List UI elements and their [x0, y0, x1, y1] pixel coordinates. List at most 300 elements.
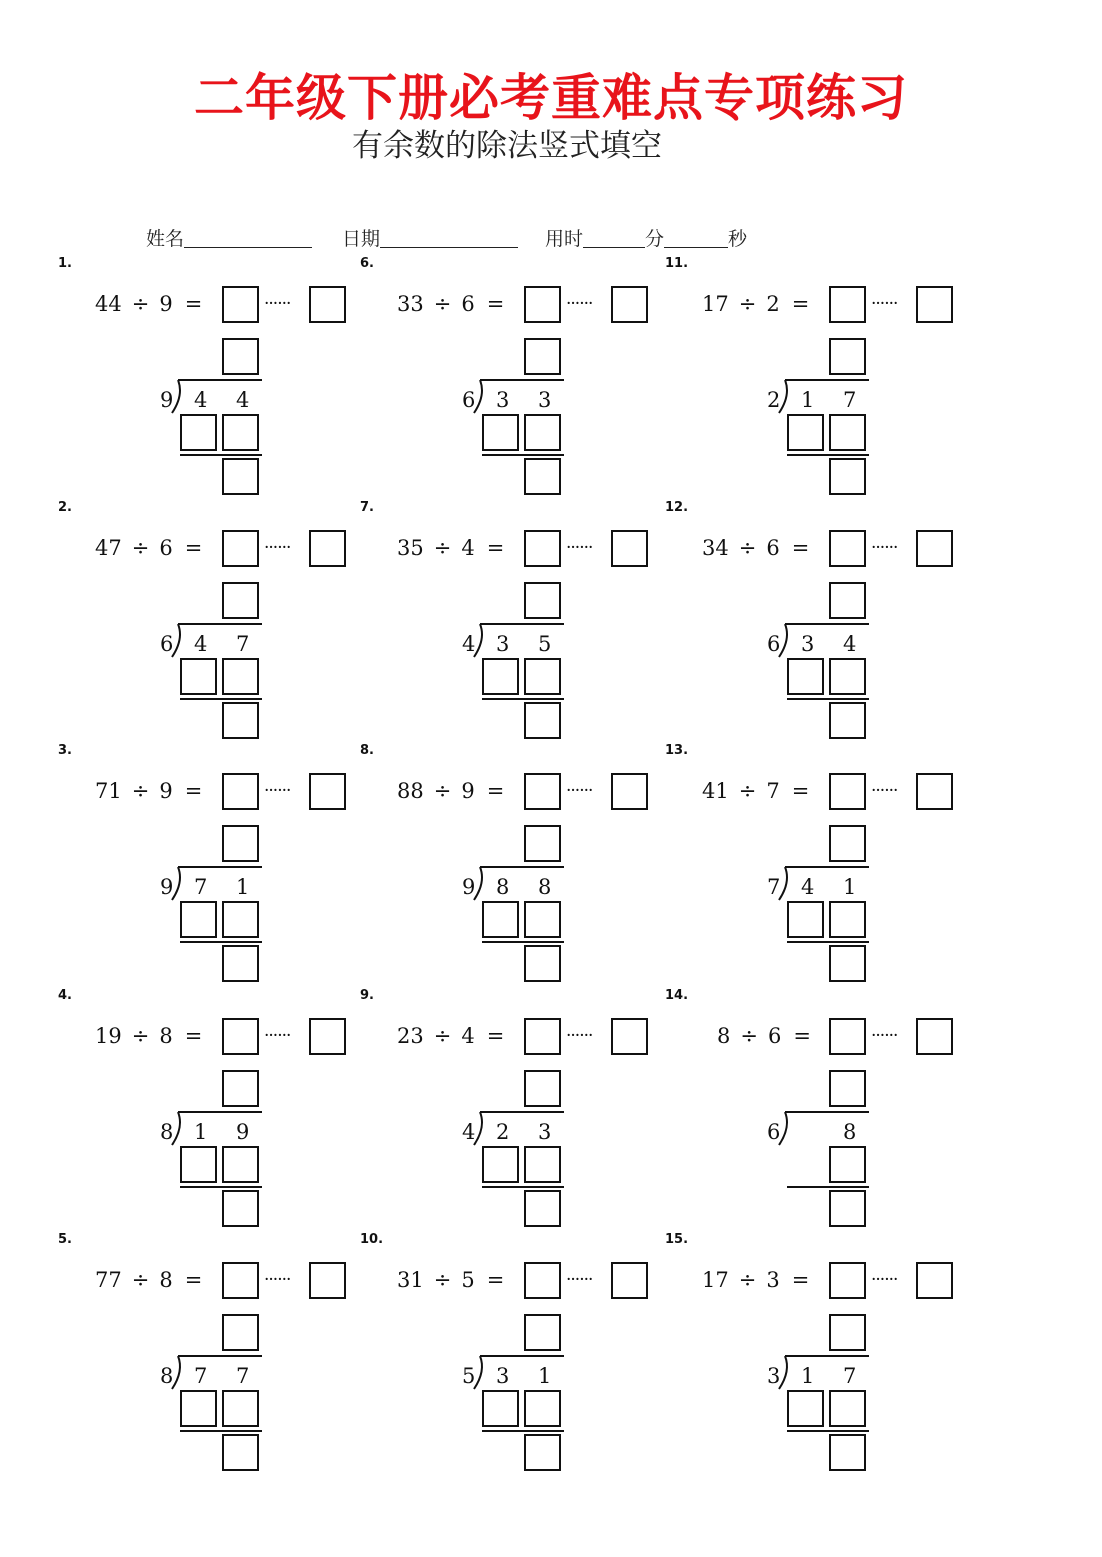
dividend: 35 [397, 536, 424, 560]
divisor: 5 [461, 1268, 475, 1292]
quotient-box[interactable] [829, 1314, 866, 1351]
dividend-tens-digit: 1 [194, 1120, 208, 1144]
remainder-answer-box[interactable] [611, 773, 648, 810]
remainder-dots: ······ [871, 538, 898, 558]
division-bracket [777, 1355, 793, 1391]
division-bracket [472, 623, 488, 659]
product-tens-box[interactable] [787, 901, 824, 938]
time-label: 用时 [545, 228, 584, 250]
remainder-dots: ······ [871, 294, 898, 314]
equals-sign: = [486, 1268, 505, 1292]
remainder-answer-box[interactable] [309, 1018, 346, 1055]
division-bar [785, 379, 869, 381]
divisor: 9 [159, 779, 173, 803]
long-divisor: 9 [462, 875, 476, 899]
dividend: 33 [397, 292, 424, 316]
dividend-tens-digit: 4 [194, 632, 208, 656]
product-ones-box[interactable] [524, 1146, 561, 1183]
dividend: 23 [397, 1024, 424, 1048]
remainder-box[interactable] [222, 945, 259, 982]
quotient-box[interactable] [222, 582, 259, 619]
equation [397, 536, 504, 560]
equals-sign: = [184, 536, 203, 560]
dividend-ones-digit: 9 [236, 1120, 250, 1144]
equation [397, 292, 504, 316]
long-divisor: 4 [462, 632, 476, 656]
equals-sign: = [791, 536, 810, 560]
remainder-answer-box[interactable] [309, 286, 346, 323]
division-bracket [472, 1111, 488, 1147]
long-divisor: 7 [767, 875, 781, 899]
quotient-answer-box[interactable] [524, 1262, 561, 1299]
remainder-dots: ······ [264, 781, 291, 801]
dividend: 41 [702, 779, 729, 803]
quotient-answer-box[interactable] [524, 286, 561, 323]
divisor: 4 [461, 1024, 475, 1048]
remainder-answer-box[interactable] [309, 773, 346, 810]
long-divisor: 6 [767, 1120, 781, 1144]
subtraction-line [180, 698, 262, 700]
remainder-answer-box[interactable] [611, 530, 648, 567]
product-ones-box[interactable] [222, 901, 259, 938]
division-bar [480, 623, 564, 625]
quotient-answer-box[interactable] [524, 1018, 561, 1055]
remainder-box[interactable] [222, 1434, 259, 1471]
problem-number: 7. [360, 500, 374, 515]
divide-sign: ÷ [433, 1268, 452, 1292]
date-field[interactable] [342, 224, 518, 251]
remainder-answer-box[interactable] [309, 530, 346, 567]
remainder-dots: ······ [566, 538, 593, 558]
problem-number: 14. [665, 988, 689, 1003]
division-bar [480, 379, 564, 381]
equals-sign: = [184, 779, 203, 803]
worksheet-title: 二年级下册必考重难点专项练习 [194, 69, 908, 127]
product-ones-box[interactable] [829, 1390, 866, 1427]
name-label: 姓名 [146, 228, 185, 250]
division-bracket [777, 1111, 793, 1147]
dividend-tens-digit: 4 [801, 875, 815, 899]
dividend-ones-digit: 4 [843, 632, 857, 656]
long-divisor: 2 [767, 388, 781, 412]
problem-cell [58, 988, 358, 1232]
quotient-answer-box[interactable] [829, 286, 866, 323]
quotient-box[interactable] [222, 1314, 259, 1351]
remainder-dots: ······ [264, 538, 291, 558]
product-tens-box[interactable] [787, 1390, 824, 1427]
remainder-dots: ······ [566, 1026, 593, 1046]
divide-sign: ÷ [738, 292, 757, 316]
product-ones-box[interactable] [829, 1146, 866, 1183]
dividend-ones-digit: 7 [236, 632, 250, 656]
quotient-box[interactable] [524, 1070, 561, 1107]
quotient-box[interactable] [829, 825, 866, 862]
dividend: 34 [702, 536, 729, 560]
division-bar [178, 379, 262, 381]
subtraction-line [180, 1186, 262, 1188]
quotient-box[interactable] [829, 582, 866, 619]
dividend-tens-digit: 7 [194, 875, 208, 899]
date-label: 日期 [342, 228, 381, 250]
remainder-box[interactable] [524, 458, 561, 495]
problem-cell [58, 256, 358, 500]
long-divisor: 4 [462, 1120, 476, 1144]
dividend-ones-digit: 1 [538, 1364, 552, 1388]
remainder-box[interactable] [829, 945, 866, 982]
equals-sign: = [791, 292, 810, 316]
product-ones-box[interactable] [829, 901, 866, 938]
subtraction-line [787, 698, 869, 700]
division-bracket [472, 379, 488, 415]
product-ones-box[interactable] [524, 658, 561, 695]
divisor: 2 [766, 292, 780, 316]
dividend-tens-digit: 7 [194, 1364, 208, 1388]
dividend-tens-digit: 3 [496, 632, 510, 656]
product-ones-box[interactable] [222, 658, 259, 695]
product-tens-box[interactable] [482, 658, 519, 695]
remainder-answer-box[interactable] [611, 1262, 648, 1299]
quotient-answer-box[interactable] [524, 773, 561, 810]
equals-sign: = [791, 1268, 810, 1292]
problem-cell [58, 743, 358, 987]
problem-number: 13. [665, 743, 689, 758]
product-tens-box[interactable] [180, 901, 217, 938]
equation [95, 292, 202, 316]
equation [95, 536, 202, 560]
divide-sign: ÷ [433, 536, 452, 560]
dividend: 77 [95, 1268, 122, 1292]
divisor: 6 [767, 1024, 782, 1048]
equation [95, 1268, 202, 1292]
remainder-dots: ······ [264, 1270, 291, 1290]
problem-number: 6. [360, 256, 374, 271]
division-bar [178, 1355, 262, 1357]
remainder-dots: ······ [871, 1026, 898, 1046]
dividend: 31 [397, 1268, 424, 1292]
divide-sign: ÷ [131, 536, 150, 560]
divide-sign: ÷ [433, 1024, 452, 1048]
problem-cell [58, 1232, 358, 1476]
remainder-box[interactable] [829, 1190, 866, 1227]
long-divisor: 6 [462, 388, 476, 412]
division-bar [480, 1355, 564, 1357]
divide-sign: ÷ [738, 779, 757, 803]
dividend-ones-digit: 1 [236, 875, 250, 899]
minute-label: 分 [645, 228, 665, 250]
dividend: 71 [95, 779, 122, 803]
problem-cell [665, 1232, 965, 1476]
subtraction-line [787, 1186, 869, 1188]
remainder-box[interactable] [829, 1434, 866, 1471]
division-bracket [472, 866, 488, 902]
remainder-box[interactable] [524, 945, 561, 982]
quotient-box[interactable] [524, 1314, 561, 1351]
remainder-box[interactable] [829, 702, 866, 739]
dividend-tens-digit: 2 [496, 1120, 510, 1144]
division-bar [785, 623, 869, 625]
dividend-ones-digit: 7 [843, 388, 857, 412]
equation [717, 1024, 811, 1048]
product-tens-box[interactable] [482, 1146, 519, 1183]
quotient-box[interactable] [524, 825, 561, 862]
dividend-ones-digit: 8 [538, 875, 552, 899]
equals-sign: = [486, 1024, 505, 1048]
problem-cell [360, 500, 660, 744]
long-divisor: 6 [160, 632, 174, 656]
problem-cell [360, 256, 660, 500]
division-bar [785, 1111, 869, 1113]
dividend-ones-digit: 3 [538, 388, 552, 412]
divide-sign: ÷ [740, 1024, 758, 1048]
time-field[interactable] [545, 224, 747, 251]
division-bracket [777, 623, 793, 659]
problem-number: 1. [58, 256, 72, 271]
divisor: 9 [159, 292, 173, 316]
subtraction-line [482, 454, 564, 456]
date-blank[interactable] [380, 227, 518, 248]
division-bar [178, 1111, 262, 1113]
dividend: 47 [95, 536, 122, 560]
quotient-answer-box[interactable] [222, 773, 259, 810]
division-bar [480, 866, 564, 868]
division-bracket [777, 866, 793, 902]
product-tens-box[interactable] [180, 414, 217, 451]
product-ones-box[interactable] [222, 1390, 259, 1427]
division-bracket [170, 1355, 186, 1391]
remainder-answer-box[interactable] [611, 1018, 648, 1055]
product-tens-box[interactable] [180, 658, 217, 695]
equation [95, 1024, 202, 1048]
product-tens-box[interactable] [787, 658, 824, 695]
dividend-ones-digit: 7 [843, 1364, 857, 1388]
dividend-tens-digit: 1 [801, 388, 815, 412]
divisor: 8 [159, 1024, 173, 1048]
quotient-answer-box[interactable] [222, 1018, 259, 1055]
subtraction-line [482, 698, 564, 700]
long-divisor: 9 [160, 875, 174, 899]
quotient-box[interactable] [829, 338, 866, 375]
product-tens-box[interactable] [180, 1390, 217, 1427]
equals-sign: = [793, 1024, 811, 1048]
remainder-box[interactable] [524, 702, 561, 739]
quotient-answer-box[interactable] [524, 530, 561, 567]
remainder-answer-box[interactable] [309, 1262, 346, 1299]
dividend-tens-digit: 3 [496, 388, 510, 412]
second-label: 秒 [728, 228, 748, 250]
dividend-ones-digit: 3 [538, 1120, 552, 1144]
problem-cell [360, 743, 660, 987]
equals-sign: = [184, 292, 203, 316]
quotient-answer-box[interactable] [829, 530, 866, 567]
dividend: 19 [95, 1024, 122, 1048]
remainder-box[interactable] [829, 458, 866, 495]
problem-cell [665, 256, 965, 500]
product-ones-box[interactable] [524, 901, 561, 938]
divide-sign: ÷ [433, 779, 452, 803]
subtraction-line [787, 941, 869, 943]
remainder-dots: ······ [566, 294, 593, 314]
division-bar [178, 623, 262, 625]
divisor: 6 [461, 292, 475, 316]
quotient-answer-box[interactable] [829, 773, 866, 810]
equals-sign: = [486, 292, 505, 316]
seconds-blank[interactable] [664, 227, 728, 248]
worksheet-subtitle: 有余数的除法竖式填空 [352, 128, 662, 164]
subtraction-line [180, 1430, 262, 1432]
problem-number: 3. [58, 743, 72, 758]
long-divisor: 5 [462, 1364, 476, 1388]
subtraction-line [787, 1430, 869, 1432]
long-divisor: 9 [160, 388, 174, 412]
remainder-dots: ······ [264, 1026, 291, 1046]
dividend: 17 [702, 292, 729, 316]
equation [702, 779, 809, 803]
remainder-dots: ······ [871, 1270, 898, 1290]
division-bracket [170, 866, 186, 902]
quotient-box[interactable] [222, 1070, 259, 1107]
remainder-dots: ······ [871, 781, 898, 801]
product-ones-box[interactable] [222, 414, 259, 451]
remainder-box[interactable] [222, 1190, 259, 1227]
remainder-box[interactable] [524, 1190, 561, 1227]
long-divisor: 8 [160, 1120, 174, 1144]
problem-cell [58, 500, 358, 744]
quotient-box[interactable] [222, 825, 259, 862]
division-bracket [472, 1355, 488, 1391]
remainder-answer-box[interactable] [916, 1018, 953, 1055]
problem-number: 12. [665, 500, 689, 515]
product-ones-box[interactable] [524, 1390, 561, 1427]
product-tens-box[interactable] [180, 1146, 217, 1183]
equation [702, 536, 809, 560]
division-bracket [170, 1111, 186, 1147]
long-divisor: 8 [160, 1364, 174, 1388]
equals-sign: = [791, 779, 810, 803]
dividend-tens-digit: 3 [801, 632, 815, 656]
divisor: 7 [766, 779, 780, 803]
remainder-answer-box[interactable] [916, 773, 953, 810]
division-bar [785, 866, 869, 868]
problem-number: 2. [58, 500, 72, 515]
division-bracket [170, 623, 186, 659]
equation [95, 779, 202, 803]
quotient-answer-box[interactable] [222, 1262, 259, 1299]
equation [702, 292, 809, 316]
problem-number: 8. [360, 743, 374, 758]
problem-number: 15. [665, 1232, 689, 1247]
divisor: 6 [766, 536, 780, 560]
subtraction-line [787, 454, 869, 456]
remainder-answer-box[interactable] [916, 1262, 953, 1299]
problem-number: 4. [58, 988, 72, 1003]
product-tens-box[interactable] [482, 414, 519, 451]
problem-cell [360, 1232, 660, 1476]
dividend-ones-digit: 5 [538, 632, 552, 656]
divide-sign: ÷ [131, 1024, 150, 1048]
dividend-ones-digit: 8 [843, 1120, 857, 1144]
quotient-answer-box[interactable] [222, 286, 259, 323]
equals-sign: = [184, 1268, 203, 1292]
division-bar [785, 1355, 869, 1357]
quotient-box[interactable] [524, 338, 561, 375]
remainder-box[interactable] [524, 1434, 561, 1471]
dividend-tens-digit: 8 [496, 875, 510, 899]
divide-sign: ÷ [131, 1268, 150, 1292]
remainder-answer-box[interactable] [611, 286, 648, 323]
problem-number: 5. [58, 1232, 72, 1247]
divisor: 9 [461, 779, 475, 803]
division-bracket [777, 379, 793, 415]
problem-number: 10. [360, 1232, 384, 1247]
product-ones-box[interactable] [222, 1146, 259, 1183]
quotient-box[interactable] [524, 582, 561, 619]
remainder-dots: ······ [264, 294, 291, 314]
divide-sign: ÷ [131, 292, 150, 316]
remainder-answer-box[interactable] [916, 286, 953, 323]
dividend: 88 [397, 779, 424, 803]
divisor: 3 [766, 1268, 780, 1292]
dividend-tens-digit: 3 [496, 1364, 510, 1388]
divide-sign: ÷ [131, 779, 150, 803]
product-ones-box[interactable] [829, 414, 866, 451]
equals-sign: = [486, 779, 505, 803]
product-tens-box[interactable] [787, 414, 824, 451]
division-bracket [170, 379, 186, 415]
remainder-box[interactable] [222, 702, 259, 739]
subtraction-line [180, 941, 262, 943]
problem-number: 11. [665, 256, 689, 271]
product-tens-box[interactable] [482, 901, 519, 938]
subtraction-line [180, 454, 262, 456]
subtraction-line [482, 1430, 564, 1432]
equals-sign: = [486, 536, 505, 560]
long-divisor: 3 [767, 1364, 781, 1388]
equation [397, 1024, 504, 1048]
quotient-box[interactable] [829, 1070, 866, 1107]
problem-cell [665, 988, 965, 1232]
dividend-tens-digit: 4 [194, 388, 208, 412]
minutes-blank[interactable] [583, 227, 645, 248]
problem-number: 9. [360, 988, 374, 1003]
product-ones-box[interactable] [829, 658, 866, 695]
equals-sign: = [184, 1024, 203, 1048]
quotient-answer-box[interactable] [829, 1018, 866, 1055]
product-tens-box[interactable] [482, 1390, 519, 1427]
remainder-answer-box[interactable] [916, 530, 953, 567]
equation [397, 1268, 504, 1292]
subtraction-line [482, 1186, 564, 1188]
divide-sign: ÷ [738, 1268, 757, 1292]
product-ones-box[interactable] [524, 414, 561, 451]
dividend-tens-digit: 1 [801, 1364, 815, 1388]
dividend-ones-digit: 4 [236, 388, 250, 412]
division-bar [178, 866, 262, 868]
name-blank[interactable] [184, 227, 312, 248]
equation [702, 1268, 809, 1292]
equation [397, 779, 504, 803]
remainder-box[interactable] [222, 458, 259, 495]
name-field[interactable] [146, 224, 312, 251]
division-bar [480, 1111, 564, 1113]
quotient-answer-box[interactable] [222, 530, 259, 567]
problem-cell [665, 743, 965, 987]
long-divisor: 6 [767, 632, 781, 656]
divisor: 4 [461, 536, 475, 560]
quotient-box[interactable] [222, 338, 259, 375]
divide-sign: ÷ [433, 292, 452, 316]
problem-cell [360, 988, 660, 1232]
quotient-answer-box[interactable] [829, 1262, 866, 1299]
